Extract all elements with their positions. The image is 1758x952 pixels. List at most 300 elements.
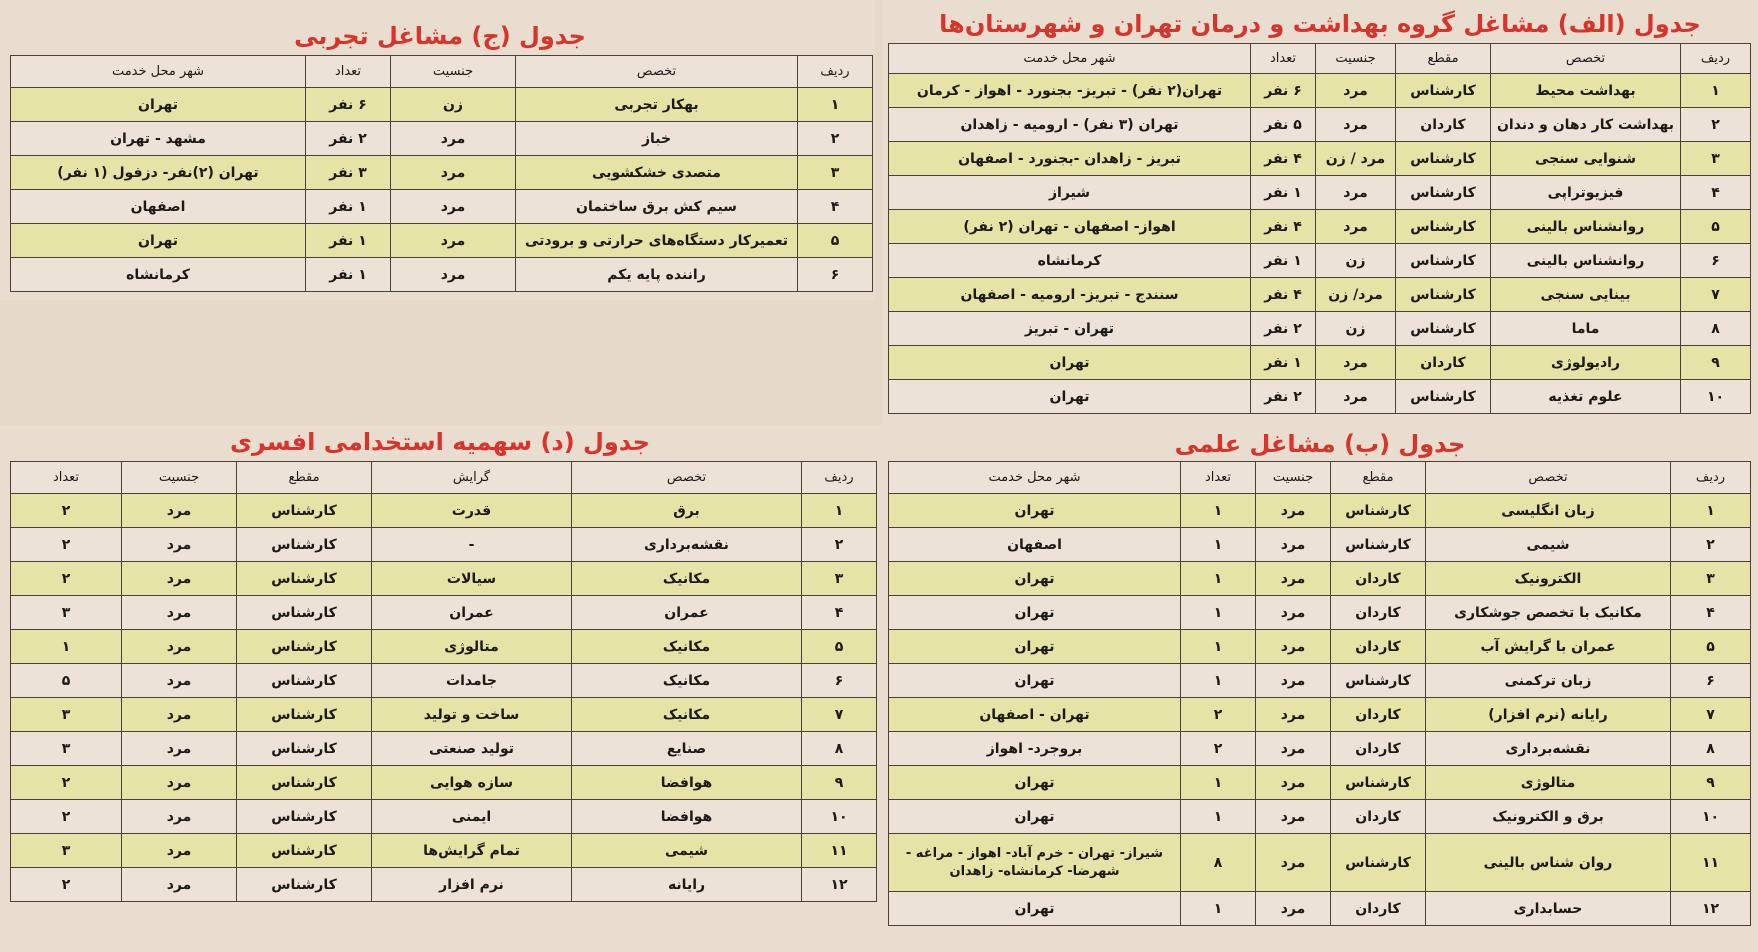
- table-be-title: جدول (ب) مشاغل علمی: [1174, 430, 1466, 458]
- col-header: تعداد: [306, 56, 391, 88]
- cell: ۴: [1681, 176, 1751, 210]
- cell: ۲: [1181, 698, 1256, 732]
- table-jim: [10, 55, 873, 292]
- table-header-row: [889, 462, 1751, 494]
- cell: ساخت و تولید: [372, 698, 572, 732]
- table-row: [889, 630, 1751, 664]
- table-row: [889, 766, 1751, 800]
- cell: مکانیک: [572, 664, 802, 698]
- cell: مرد: [1256, 732, 1331, 766]
- cell: قدرت: [372, 494, 572, 528]
- cell: مرد: [1256, 630, 1331, 664]
- cell: مکانیک: [572, 562, 802, 596]
- cell: تهران: [889, 664, 1181, 698]
- cell: ۸: [802, 732, 877, 766]
- cell: شیمی: [572, 834, 802, 868]
- cell: نرم افزار: [372, 868, 572, 902]
- cell: کاردان: [1331, 732, 1426, 766]
- cell: نقشه‌برداری: [1426, 732, 1671, 766]
- table-row: [11, 664, 877, 698]
- cell: ماما: [1491, 312, 1681, 346]
- col-header: تعداد: [1181, 462, 1256, 494]
- table-row: [889, 176, 1751, 210]
- cell: خباز: [516, 122, 798, 156]
- cell: علوم تغذیه: [1491, 380, 1681, 414]
- cell: تعمیرکار دستگاه‌های حرارتی و برودتی: [516, 224, 798, 258]
- cell: کارشناس: [237, 664, 372, 698]
- cell: تهران - تبریز: [889, 312, 1251, 346]
- table-row: [889, 346, 1751, 380]
- cell: هوافضا: [572, 800, 802, 834]
- cell: روانشناس بالینی: [1491, 244, 1681, 278]
- cell: مرد: [1316, 176, 1396, 210]
- cell: مرد: [1316, 108, 1396, 142]
- cell: تهران (۳ نفر) - ارومیه - زاهدان: [889, 108, 1251, 142]
- cell: ۱: [1181, 494, 1256, 528]
- table-row: [11, 224, 873, 258]
- col-header: جنسیت: [1316, 44, 1396, 74]
- cell: ۶ نفر: [306, 88, 391, 122]
- cell: شنوایی سنجی: [1491, 142, 1681, 176]
- cell: تهران: [11, 224, 306, 258]
- col-header: ردیف: [802, 462, 877, 494]
- cell: کارشناس: [1396, 244, 1491, 278]
- cell: ۱: [1681, 74, 1751, 108]
- cell: اهواز- اصفهان - تهران (۲ نفر): [889, 210, 1251, 244]
- cell: ۱۲: [802, 868, 877, 902]
- cell: ۱ نفر: [1251, 346, 1316, 380]
- cell: کارشناس: [1396, 176, 1491, 210]
- cell: ۱: [802, 494, 877, 528]
- cell: مرد: [1256, 528, 1331, 562]
- cell: ۱: [1181, 892, 1256, 926]
- cell: ۵: [798, 224, 873, 258]
- cell: ۳: [11, 834, 122, 868]
- table-row: [889, 312, 1751, 346]
- table-dal-title: جدول (د) سهمیه استخدامی افسری: [230, 428, 650, 456]
- cell: متصدی خشکشویی: [516, 156, 798, 190]
- cell: ۵: [1681, 210, 1751, 244]
- table-row: [889, 596, 1751, 630]
- table-row: [889, 800, 1751, 834]
- table-row: [889, 562, 1751, 596]
- cell: مرد: [122, 630, 237, 664]
- table-be: [888, 461, 1751, 926]
- table-row: [11, 88, 873, 122]
- cell: کاردان: [1331, 698, 1426, 732]
- cell: متالوژی: [372, 630, 572, 664]
- cell: ۱۲: [1671, 892, 1751, 926]
- cell: ۳: [1671, 562, 1751, 596]
- cell: ۲ نفر: [306, 122, 391, 156]
- cell: ۲: [1181, 732, 1256, 766]
- col-header: ردیف: [1681, 44, 1751, 74]
- cell: ۲: [11, 766, 122, 800]
- table-jim-title: جدول (ج) مشاغل تجربی: [294, 22, 586, 50]
- cell: تهران: [889, 892, 1181, 926]
- cell: برق و الکترونیک: [1426, 800, 1671, 834]
- cell: مرد: [122, 732, 237, 766]
- cell: مرد: [122, 698, 237, 732]
- cell: ۶: [1671, 664, 1751, 698]
- table-row: [11, 190, 873, 224]
- cell: ۵: [11, 664, 122, 698]
- table-row: [889, 664, 1751, 698]
- cell: رایانه: [572, 868, 802, 902]
- cell: ۱ نفر: [1251, 244, 1316, 278]
- cell: بروجرد- اهواز: [889, 732, 1181, 766]
- cell: کارشناس: [1331, 766, 1426, 800]
- table-row: [889, 244, 1751, 278]
- col-header: ردیف: [1671, 462, 1751, 494]
- table-dal: [10, 461, 877, 902]
- cell: روان شناس بالینی: [1426, 834, 1671, 892]
- cell: زبان ترکمنی: [1426, 664, 1671, 698]
- cell: مرد: [1316, 346, 1396, 380]
- cell: مشهد - تهران: [11, 122, 306, 156]
- cell: ۸: [1681, 312, 1751, 346]
- cell: ۴ نفر: [1251, 142, 1316, 176]
- cell: ۴: [802, 596, 877, 630]
- cell: مرد: [1256, 892, 1331, 926]
- cell: مرد: [1256, 664, 1331, 698]
- cell: کارشناس: [1396, 312, 1491, 346]
- col-header: تعداد: [1251, 44, 1316, 74]
- cell: فیزیوتراپی: [1491, 176, 1681, 210]
- cell: اصفهان: [11, 190, 306, 224]
- cell: سیالات: [372, 562, 572, 596]
- cell: تهران: [889, 766, 1181, 800]
- cell: ۵ نفر: [1251, 108, 1316, 142]
- cell: تولید صنعتی: [372, 732, 572, 766]
- cell: ۱: [1181, 562, 1256, 596]
- cell: کرمانشاه: [889, 244, 1251, 278]
- cell: سیم کش برق ساختمان: [516, 190, 798, 224]
- cell: تهران: [889, 380, 1251, 414]
- table-alef-title: جدول (الف) مشاغل گروه بهداشت و درمان تهران و شهرستان‌ها: [939, 10, 1701, 38]
- cell: رادیولوژی: [1491, 346, 1681, 380]
- table-row: [889, 892, 1751, 926]
- cell: بهداشت محیط: [1491, 74, 1681, 108]
- table-header-row: [889, 44, 1751, 74]
- cell: مرد: [1256, 834, 1331, 892]
- cell: تهران - اصفهان: [889, 698, 1181, 732]
- cell: ۲: [11, 494, 122, 528]
- table-row: [11, 494, 877, 528]
- col-header: ردیف: [798, 56, 873, 88]
- cell: ۳ نفر: [306, 156, 391, 190]
- cell: شیراز: [889, 176, 1251, 210]
- cell: ۱۱: [802, 834, 877, 868]
- cell: ۱: [1181, 630, 1256, 664]
- col-header: مقطع: [1331, 462, 1426, 494]
- cell: مرد: [1256, 562, 1331, 596]
- cell: ۸: [1671, 732, 1751, 766]
- cell: زن: [1316, 312, 1396, 346]
- cell: ۱۰: [1671, 800, 1751, 834]
- cell: برق: [572, 494, 802, 528]
- cell: بهداشت کار دهان و دندان: [1491, 108, 1681, 142]
- cell: الکترونیک: [1426, 562, 1671, 596]
- cell: تهران (۲)نفر- دزفول (۱ نفر): [11, 156, 306, 190]
- cell: مرد: [1256, 494, 1331, 528]
- cell: تمام گرایش‌ها: [372, 834, 572, 868]
- cell: -: [372, 528, 572, 562]
- cell: هوافضا: [572, 766, 802, 800]
- cell: ۳: [1681, 142, 1751, 176]
- cell: زبان انگلیسی: [1426, 494, 1671, 528]
- cell: ۱: [1181, 596, 1256, 630]
- table-row: [889, 494, 1751, 528]
- cell: ۲: [1681, 108, 1751, 142]
- table-row: [11, 766, 877, 800]
- cell: ۲ نفر: [1251, 380, 1316, 414]
- cell: کارشناس: [237, 868, 372, 902]
- cell: مرد: [1316, 380, 1396, 414]
- cell: تهران: [889, 562, 1181, 596]
- cell: کارشناس: [237, 630, 372, 664]
- cell: مرد / زن: [1316, 142, 1396, 176]
- cell: ۱ نفر: [1251, 176, 1316, 210]
- table-header-row: [11, 56, 873, 88]
- cell: مرد: [1256, 698, 1331, 732]
- cell: سنندج - تبریز- ارومیه - اصفهان: [889, 278, 1251, 312]
- cell: کاردان: [1331, 630, 1426, 664]
- cell: مرد: [1256, 800, 1331, 834]
- cell: ۶: [798, 258, 873, 292]
- cell: مرد: [122, 494, 237, 528]
- cell: ۳: [11, 732, 122, 766]
- cell: اصفهان: [889, 528, 1181, 562]
- cell: کارشناس: [1331, 664, 1426, 698]
- cell: ۱: [11, 630, 122, 664]
- cell: مرد: [1316, 210, 1396, 244]
- cell: مرد: [1256, 596, 1331, 630]
- cell: ۳: [11, 596, 122, 630]
- cell: ۳: [11, 698, 122, 732]
- table-row: [11, 834, 877, 868]
- cell: کاردان: [1331, 562, 1426, 596]
- table-row: [889, 380, 1751, 414]
- cell: ۷: [1681, 278, 1751, 312]
- cell: ۹: [1681, 346, 1751, 380]
- col-header: جنسیت: [1256, 462, 1331, 494]
- cell: ۹: [1671, 766, 1751, 800]
- col-header: تخصص: [1491, 44, 1681, 74]
- cell: ۱: [1181, 528, 1256, 562]
- cell: تهران: [889, 596, 1181, 630]
- cell: کارشناس: [1396, 142, 1491, 176]
- cell: مرد: [122, 766, 237, 800]
- cell: ۱: [1671, 494, 1751, 528]
- cell: کارشناس: [237, 494, 372, 528]
- cell: تهران(۲ نفر) - تبریز- بجنورد - اهواز - کرمان: [889, 74, 1251, 108]
- table-row: [889, 732, 1751, 766]
- table-row: [11, 528, 877, 562]
- cell: حسابداری: [1426, 892, 1671, 926]
- table-row: [11, 800, 877, 834]
- cell: کرمانشاه: [11, 258, 306, 292]
- cell: عمران: [372, 596, 572, 630]
- cell: ۱ نفر: [306, 258, 391, 292]
- cell: مرد: [122, 834, 237, 868]
- cell: کاردان: [1331, 596, 1426, 630]
- table-row: [889, 74, 1751, 108]
- cell: ۴ نفر: [1251, 210, 1316, 244]
- cell: کارشناس: [237, 596, 372, 630]
- cell: رایانه (نرم افزار): [1426, 698, 1671, 732]
- cell: کارشناس: [237, 766, 372, 800]
- cell: ۱۱: [1671, 834, 1751, 892]
- cell: روانشناس بالینی: [1491, 210, 1681, 244]
- cell: کارشناس: [237, 562, 372, 596]
- cell: ۲: [802, 528, 877, 562]
- col-header: شهر محل خدمت: [11, 56, 306, 88]
- cell: تهران: [889, 494, 1181, 528]
- col-header: جنسیت: [122, 462, 237, 494]
- cell: مرد: [391, 122, 516, 156]
- cell: ۴: [1671, 596, 1751, 630]
- col-header: تخصص: [572, 462, 802, 494]
- cell: کارشناس: [1396, 74, 1491, 108]
- cell: ۲: [11, 868, 122, 902]
- cell: ۵: [1671, 630, 1751, 664]
- cell: ۳: [802, 562, 877, 596]
- cell: کارشناس: [237, 834, 372, 868]
- cell: ۱۰: [802, 800, 877, 834]
- col-header: مقطع: [1396, 44, 1491, 74]
- table-row: [11, 258, 873, 292]
- cell: نقشه‌برداری: [572, 528, 802, 562]
- cell: عمران: [572, 596, 802, 630]
- col-header: جنسیت: [391, 56, 516, 88]
- cell: عمران با گرایش آب: [1426, 630, 1671, 664]
- cell: کاردان: [1331, 800, 1426, 834]
- cell: ۹: [802, 766, 877, 800]
- cell: کارشناس: [1396, 278, 1491, 312]
- table-header-row: [11, 462, 877, 494]
- cell: زن: [1316, 244, 1396, 278]
- table-row: [11, 698, 877, 732]
- cell: ۴: [798, 190, 873, 224]
- cell: مرد: [1256, 766, 1331, 800]
- cell: تهران: [11, 88, 306, 122]
- cell: مکانیک با تخصص جوشکاری: [1426, 596, 1671, 630]
- cell: مرد: [391, 258, 516, 292]
- cell: مرد: [122, 868, 237, 902]
- cell: ۱: [1181, 766, 1256, 800]
- col-header: گرایش: [372, 462, 572, 494]
- table-row: [889, 210, 1751, 244]
- cell: ۲: [11, 562, 122, 596]
- table-row: [889, 108, 1751, 142]
- cell: کارشناس: [237, 732, 372, 766]
- cell: مکانیک: [572, 630, 802, 664]
- table-alef: [888, 43, 1751, 414]
- cell: مرد: [391, 156, 516, 190]
- cell: ایمنی: [372, 800, 572, 834]
- cell: کاردان: [1396, 346, 1491, 380]
- cell: بینایی سنجی: [1491, 278, 1681, 312]
- table-row: [889, 528, 1751, 562]
- cell: ۱ نفر: [306, 190, 391, 224]
- table-row: [11, 596, 877, 630]
- table-row: [11, 630, 877, 664]
- table-row: [889, 142, 1751, 176]
- cell: ۱۰: [1681, 380, 1751, 414]
- table-row: [889, 278, 1751, 312]
- col-header: شهر محل خدمت: [889, 44, 1251, 74]
- col-header: تخصص: [516, 56, 798, 88]
- cell: سازه هوایی: [372, 766, 572, 800]
- cell: ۲: [798, 122, 873, 156]
- cell: ۵: [802, 630, 877, 664]
- cell: ۶: [1681, 244, 1751, 278]
- cell: کارشناس: [237, 800, 372, 834]
- cell: ۲: [11, 528, 122, 562]
- cell: زن: [391, 88, 516, 122]
- cell: بهکار تجربی: [516, 88, 798, 122]
- cell: ۸: [1181, 834, 1256, 892]
- table-row: [11, 562, 877, 596]
- cell: ۲: [11, 800, 122, 834]
- cell: ۶: [802, 664, 877, 698]
- col-header: مقطع: [237, 462, 372, 494]
- cell: مرد: [391, 190, 516, 224]
- cell: مرد: [122, 562, 237, 596]
- table-row: [889, 834, 1751, 892]
- cell: ۲ نفر: [1251, 312, 1316, 346]
- cell: ۶ نفر: [1251, 74, 1316, 108]
- cell: مکانیک: [572, 698, 802, 732]
- cell: ۱: [798, 88, 873, 122]
- cell: تهران: [889, 346, 1251, 380]
- cell: کارشناس: [1331, 494, 1426, 528]
- cell: تبریز - زاهدان -بجنورد - اصفهان: [889, 142, 1251, 176]
- cell: کارشناس: [237, 528, 372, 562]
- table-row: [11, 868, 877, 902]
- cell: کاردان: [1331, 892, 1426, 926]
- table-row: [11, 732, 877, 766]
- col-header: شهر محل خدمت: [889, 462, 1181, 494]
- cell: ۱ نفر: [306, 224, 391, 258]
- table-row: [11, 156, 873, 190]
- table-row: [889, 698, 1751, 732]
- cell: کارشناس: [1396, 210, 1491, 244]
- cell: ۷: [1671, 698, 1751, 732]
- cell: مرد: [122, 800, 237, 834]
- cell: کارشناس: [237, 698, 372, 732]
- cell: متالوژی: [1426, 766, 1671, 800]
- cell: ۴ نفر: [1251, 278, 1316, 312]
- cell: مرد: [122, 664, 237, 698]
- col-header: تخصص: [1426, 462, 1671, 494]
- cell: تهران: [889, 800, 1181, 834]
- cell: راننده پایه یکم: [516, 258, 798, 292]
- cell: مرد: [122, 596, 237, 630]
- cell: ۱: [1181, 800, 1256, 834]
- cell: کارشناس: [1331, 834, 1426, 892]
- col-header: تعداد: [11, 462, 122, 494]
- cell: مرد: [122, 528, 237, 562]
- cell: مرد/ زن: [1316, 278, 1396, 312]
- cell: ۲: [1671, 528, 1751, 562]
- cell: مرد: [1316, 74, 1396, 108]
- cell: ۱: [1181, 664, 1256, 698]
- cell: شیراز- تهران - خرم آباد- اهواز - مراغه - شهرضا- کرمانشاه- زاهدان: [889, 834, 1181, 892]
- cell: جامدات: [372, 664, 572, 698]
- cell: کارشناس: [1331, 528, 1426, 562]
